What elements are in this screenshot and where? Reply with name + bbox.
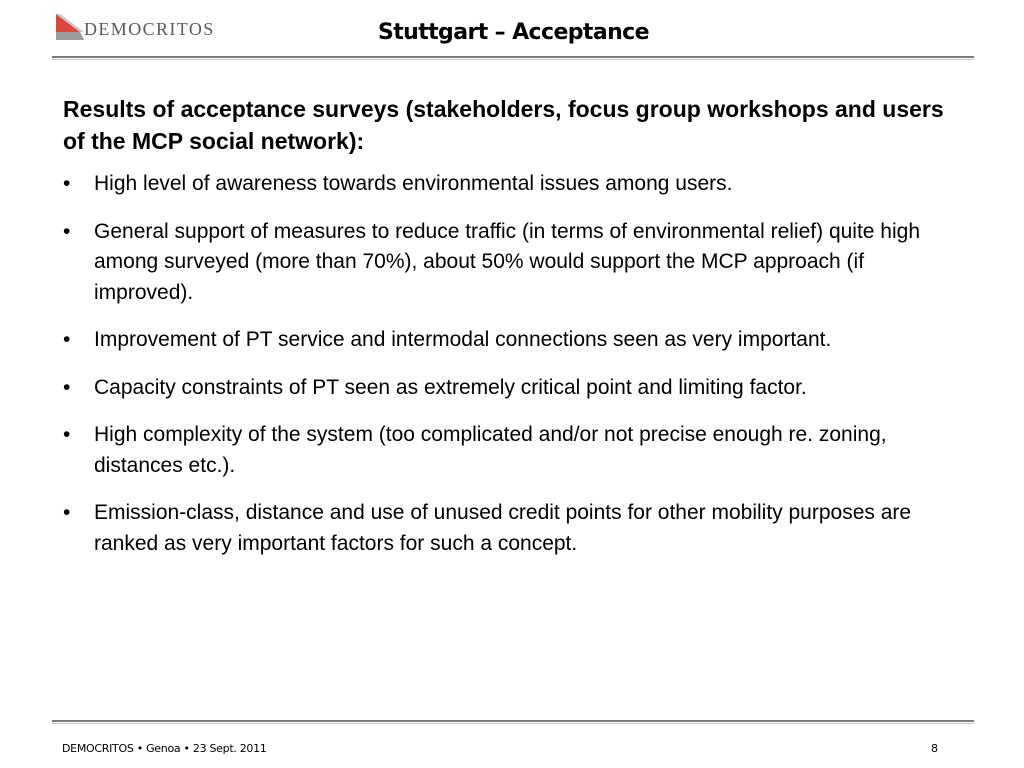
logo-text: DEMOCRITOS xyxy=(84,19,215,39)
bullet-item xyxy=(63,217,953,309)
slide-header xyxy=(0,0,1024,62)
democritos-logo-icon xyxy=(54,12,86,42)
bullet-glyph: • xyxy=(63,172,71,195)
bullet-text: High level of awareness towards environmental issues among users. xyxy=(94,172,733,195)
bullet-item xyxy=(63,498,953,559)
bullet-item xyxy=(63,169,953,200)
bullet-list xyxy=(63,169,953,559)
bullet-text: Improvement of PT service and intermodal connections seen as very important. xyxy=(94,328,832,351)
intro-heading: Results of acceptance surveys (stakeholders, focus group workshops and users of the MCP social network): xyxy=(63,96,944,154)
header-divider xyxy=(52,56,974,58)
header-divider-shadow xyxy=(52,59,974,60)
bullet-glyph: • xyxy=(63,219,71,243)
bullet-text: High complexity of the system (too complicated and/or not precise enough re. zoning, distances etc.). xyxy=(94,423,887,477)
bullet-glyph: • xyxy=(63,501,71,524)
bullet-item xyxy=(63,325,953,356)
bullet-glyph: • xyxy=(63,328,71,351)
bullet-glyph: • xyxy=(63,423,71,446)
bullet-item xyxy=(63,373,953,404)
footer-divider-shadow xyxy=(52,723,974,724)
footer-divider xyxy=(52,720,974,722)
democritos-logo xyxy=(54,12,274,44)
bullet-text: Capacity constraints of PT seen as extremely critical point and limiting factor. xyxy=(94,375,807,399)
bullet-text: Emission-class, distance and use of unused credit points for other mobility purposes are ranked as very important factors for such a concept. xyxy=(94,501,912,555)
bullet-glyph: • xyxy=(63,375,71,399)
bullet-item xyxy=(63,420,953,481)
slide-title: Stuttgart – Acceptance xyxy=(378,20,649,45)
page-number: 8 xyxy=(931,742,938,755)
slide-body xyxy=(63,93,953,576)
bullet-text: General support of measures to reduce traffic (in terms of environmental relief) quite high among surveyed (more than 70%), about 50% would support the MCP approach (if improved). xyxy=(94,219,921,304)
footer-text: DEMOCRITOS • Genoa • 23 Sept. 2011 xyxy=(62,742,267,755)
